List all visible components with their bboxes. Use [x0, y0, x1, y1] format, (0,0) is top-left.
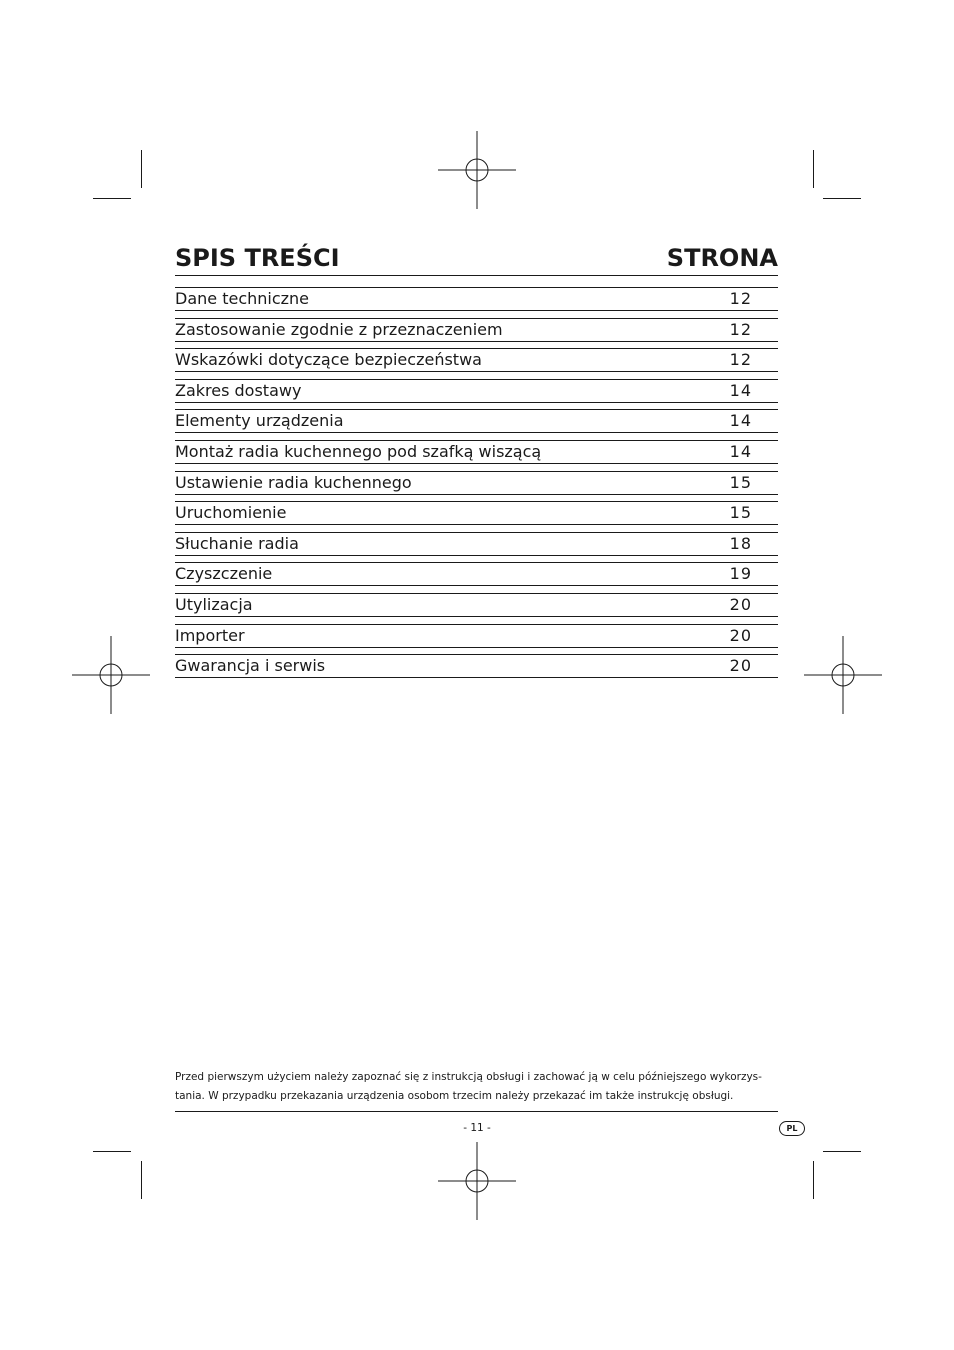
toc-entry-page: 12 — [729, 289, 752, 308]
crop-mark-icon — [813, 1161, 814, 1199]
crop-mark-icon — [141, 1161, 142, 1199]
note-line: tania. W przypadku przekazania urządzenia osobom trzecim należy przekazać im także instrukcję obsługi. — [175, 1090, 734, 1102]
toc-entry-setup[interactable] — [175, 471, 778, 495]
toc-entry-page: 12 — [729, 350, 752, 370]
crosshair-registration-icon — [438, 131, 516, 209]
crop-mark-icon — [93, 1151, 131, 1152]
crop-mark-icon — [823, 1151, 861, 1152]
table-of-contents — [175, 287, 778, 685]
crop-mark-icon — [823, 198, 861, 199]
toc-entry-importer[interactable] — [175, 624, 778, 648]
toc-entry-title: Utylizacja — [175, 594, 253, 614]
toc-entry-title: Wskazówki dotyczące bezpieczeństwa — [175, 350, 482, 370]
toc-entry-listening[interactable] — [175, 532, 778, 556]
toc-entry-technical-data[interactable] — [175, 287, 778, 311]
toc-entry-page: 14 — [729, 380, 752, 400]
crop-mark-icon — [93, 198, 131, 199]
toc-entry-title: Słuchanie radia — [175, 533, 299, 553]
page-number: - 11 - — [463, 1122, 491, 1134]
crosshair-registration-icon — [438, 1142, 516, 1220]
crosshair-registration-icon — [72, 636, 150, 714]
toc-entry-title: Ustawienie radia kuchennego — [175, 472, 412, 492]
crop-mark-icon — [813, 150, 814, 188]
toc-entry-title: Elementy urządzenia — [175, 411, 344, 431]
toc-entry-intended-use[interactable] — [175, 318, 778, 342]
toc-entry-page: 14 — [729, 411, 752, 431]
toc-entry-title: Dane techniczne — [175, 289, 310, 308]
toc-entry-title: Czyszczenie — [175, 564, 273, 584]
toc-entry-delivery-scope[interactable] — [175, 379, 778, 403]
toc-entry-page: 15 — [729, 472, 752, 492]
toc-entry-safety[interactable] — [175, 348, 778, 372]
toc-entry-title: Uruchomienie — [175, 503, 287, 523]
instructions-note — [175, 1068, 778, 1106]
toc-entry-page: 12 — [729, 319, 752, 339]
toc-entry-warranty[interactable] — [175, 654, 778, 678]
note-divider — [175, 1111, 778, 1112]
toc-entry-title: Gwarancja i serwis — [175, 656, 326, 676]
page-column-label: STRONA — [666, 244, 778, 272]
toc-entry-title: Importer — [175, 625, 245, 645]
toc-entry-mounting[interactable] — [175, 440, 778, 464]
toc-entry-startup[interactable] — [175, 501, 778, 525]
toc-entry-title: Zastosowanie zgodnie z przeznaczeniem — [175, 319, 503, 339]
toc-entry-disposal[interactable] — [175, 593, 778, 617]
toc-header — [175, 240, 778, 276]
toc-entry-page: 20 — [729, 594, 752, 614]
toc-entry-page: 15 — [729, 503, 752, 523]
toc-entry-page: 18 — [729, 533, 752, 553]
note-line: Przed pierwszym użyciem należy zapoznać się z instrukcją obsługi i zachować ją w celu późniejszego wykorzys- — [175, 1071, 762, 1083]
toc-entry-title: Montaż radia kuchennego pod szafką wiszącą — [175, 441, 542, 461]
toc-entry-cleaning[interactable] — [175, 562, 778, 586]
toc-entry-page: 20 — [729, 656, 752, 676]
language-badge: PL — [779, 1121, 805, 1136]
page-title: SPIS TREŚCI — [175, 244, 340, 272]
toc-entry-page: 14 — [729, 441, 752, 461]
crop-mark-icon — [141, 150, 142, 188]
toc-entry-page: 19 — [729, 564, 752, 584]
crosshair-registration-icon — [804, 636, 882, 714]
toc-entry-title: Zakres dostawy — [175, 380, 302, 400]
toc-entry-device-elements[interactable] — [175, 409, 778, 433]
toc-entry-page: 20 — [729, 625, 752, 645]
